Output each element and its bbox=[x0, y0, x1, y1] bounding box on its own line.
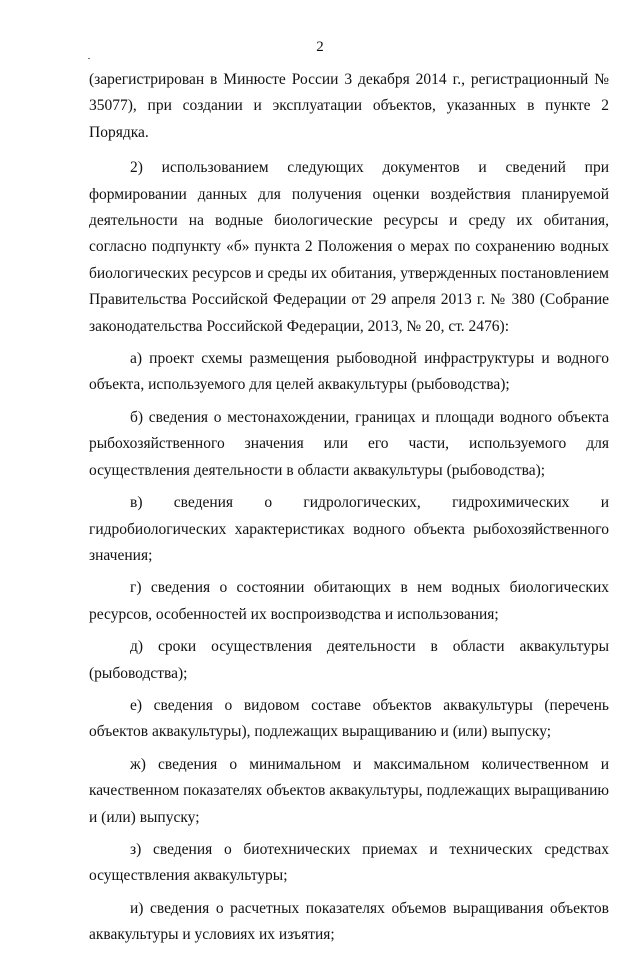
scan-mark bbox=[88, 58, 90, 59]
list-item-v: в) сведения о гидрологических, гидрохимических и гидробиологических характеристиках водного объекта рыбохозяйственного значения; bbox=[89, 494, 609, 564]
paragraph-item-2: 2) использованием следующих документов и сведений при формировании данных для получения оценки воздействия планируемой деятельности на водные биологические ресурсы и среду их обитания, согласно подпункту «б» пункта 2 Положения о мерах по сохранению водных биологических ресурсов и среды их обитания, утвержденных постановлением Правительства Российской Федерации от 29 апреля 2013 г. № 380 (Собрание законодательства Российской Федерации, 2013, № 20, ст. 2476): bbox=[89, 159, 609, 335]
list-item-d: д) сроки осуществления деятельности в области аквакультуры (рыбоводства); bbox=[89, 638, 609, 682]
list-item-i: и) сведения о расчетных показателях объемов выращивания объектов аквакультуры и условиях их изъятия; bbox=[89, 899, 609, 944]
list-item-g: г) сведения о состоянии обитающих в нем водных биологических ресурсов, особенностей их воспроизводства и использования; bbox=[89, 579, 609, 623]
list-item-b: б) сведения о местонахождении, границах и площади водного объекта рыбохозяйственного значения или его части, используемого для осуществления деятельности в области аквакультуры (рыбоводства); bbox=[89, 408, 609, 479]
list-item-a: а) проект схемы размещения рыбоводной инфраструктуры и водного объекта, используемого для целей аквакультуры (рыбоводства); bbox=[89, 350, 609, 394]
paragraph-continuation: (зарегистрирован в Минюсте России 3 декабря 2014 г., регистрационный № 35077), при создании и эксплуатации объектов, указанных в пункте 2 Порядка. bbox=[89, 71, 609, 141]
document-body bbox=[89, 67, 609, 955]
list-item-zh: ж) сведения о минимальном и максимальном количественном и качественном показателях объектов аквакультуры, подлежащих выращиванию и (или) выпуску; bbox=[89, 755, 609, 826]
page-number: 2 bbox=[316, 39, 324, 55]
list-item-e: е) сведения о видовом составе объектов аквакультуры (перечень объектов аквакультуры), подлежащих выращиванию и (или) выпуску; bbox=[89, 696, 609, 741]
list-item-z: з) сведения о биотехнических приемах и технических средствах осуществления аквакультуры; bbox=[89, 840, 609, 885]
